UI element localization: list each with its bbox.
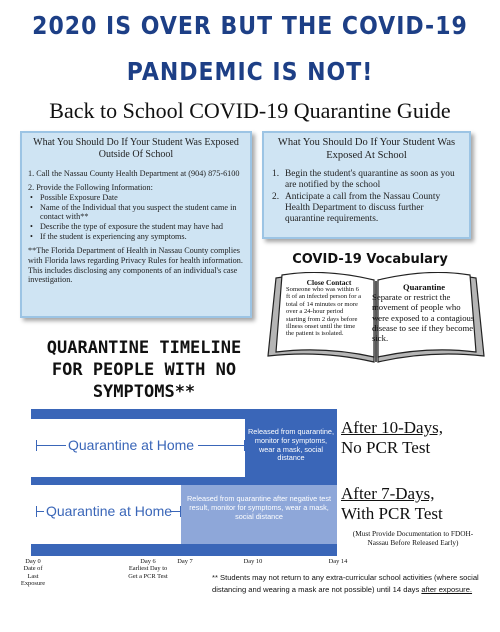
day-label: Day 14	[328, 558, 348, 565]
day-label: Day 7	[177, 558, 193, 565]
pcr-documentation-note: (Must Provide Documentation to FDOH-Nassau Before Released Early)	[352, 529, 474, 547]
list-item: • Describe the type of exposure the student may have had	[28, 222, 244, 232]
timeline-divider-bar	[31, 477, 337, 485]
quarantine-label-row-2: Quarantine at Home	[46, 503, 173, 519]
with-pcr-test-label: With PCR Test	[341, 503, 443, 523]
arrow-end-tick	[244, 440, 245, 451]
list-item: • Name of the Individual that you suspect the student came in contact with**	[28, 203, 244, 222]
day-7-marker	[173, 558, 197, 565]
list-item: 2. Anticipate a call from the Nassau County Health Department to discuss further quarantine requirements.	[272, 192, 461, 226]
exposed-at-school-box	[262, 131, 471, 239]
day-0-marker	[18, 558, 48, 587]
footnote-text: ** Students may not return to any extra-curricular school activities (where social distancing and wearing a mask are not possible) until 14 days	[212, 573, 479, 595]
day-10-marker	[239, 558, 267, 565]
footnote	[212, 572, 484, 597]
day-label: Day 10	[243, 558, 263, 565]
timeline-axis-bar	[31, 544, 337, 556]
after-7-days-heading: After 7-Days,	[341, 484, 435, 503]
arrow-line	[198, 445, 244, 446]
list-item: • If the student is experiencing any symptoms.	[28, 232, 244, 242]
no-pcr-test-label: No PCR Test	[341, 437, 431, 457]
headline-line-2: PANDEMIC IS NOT!	[126, 58, 374, 87]
outside-step-1: 1. Call the Nassau County Health Department at (904) 875-6100	[28, 168, 240, 178]
outside-step-2: 2. Provide the Following Information:	[28, 183, 153, 193]
outside-info-list	[28, 193, 244, 241]
footnote-underlined: after exposure.	[421, 585, 473, 595]
quarantine-definition: Separate or restrict the movement of people who were exposed to a contagious disease to see if they become sick.	[372, 292, 475, 344]
released-text-row-1: Released from quarantine, monitor for symptoms, wear a mask, social distance	[248, 427, 334, 463]
page-subtitle: Back to School COVID-19 Quarantine Guide	[49, 98, 451, 123]
quarantine-term: Quarantine	[402, 282, 446, 292]
day-6-marker	[128, 558, 168, 580]
exposed-outside-school-box	[20, 131, 252, 318]
school-box-title: What You Should Do If Your Student Was Exposed At School	[277, 137, 456, 161]
school-steps-list	[272, 169, 461, 225]
privacy-note: **The Florida Department of Health in Nassau County complies with Florida laws regarding Privacy Rules for health information. This includes disclosing any components of an individual's case investigation.	[28, 246, 243, 285]
day-sublabel: Earliest Day to Get a PCR Test	[128, 565, 168, 580]
headline-line-1: 2020 IS OVER BUT THE COVID-19	[32, 12, 468, 41]
after-10-days-heading: After 10-Days,	[341, 418, 443, 437]
after-7-days-label	[341, 484, 443, 523]
list-item: • Possible Exposure Date	[28, 193, 244, 203]
quarantine-label-row-1: Quarantine at Home	[68, 437, 195, 453]
day-label: Day 0	[25, 558, 41, 565]
vocabulary-title: COVID-19 Vocabulary	[292, 252, 448, 267]
timeline-title: QUARANTINE TIMELINE FOR PEOPLE WITH NO SYMPTOMS**	[46, 338, 242, 402]
timeline-header-bar	[31, 409, 337, 419]
arrow-end-tick	[180, 506, 181, 517]
arrow-line	[36, 511, 44, 512]
day-sublabel: Date of Last Exposure	[20, 565, 46, 588]
day-label: Day 6	[140, 558, 156, 565]
day-14-marker	[323, 558, 353, 565]
arrow-line	[36, 445, 66, 446]
close-contact-definition: Someone who was within 6 ft of an infected person for a total of 14 minutes or more over a 24-hour period starting from 2 days before illness onset until the time the patient is isolated.	[286, 286, 362, 338]
close-contact-term: Close Contact	[306, 278, 352, 287]
released-text-row-2: Released from quarantine after negative test result, monitor for symptoms, wear a mask, social distance	[187, 494, 331, 521]
list-item: 1. Begin the student's quarantine as soon as you are notified by the school	[272, 169, 461, 192]
outside-box-title: What You Should Do If Your Student Was Exposed Outside Of School	[33, 137, 239, 160]
after-10-days-label	[341, 418, 443, 457]
